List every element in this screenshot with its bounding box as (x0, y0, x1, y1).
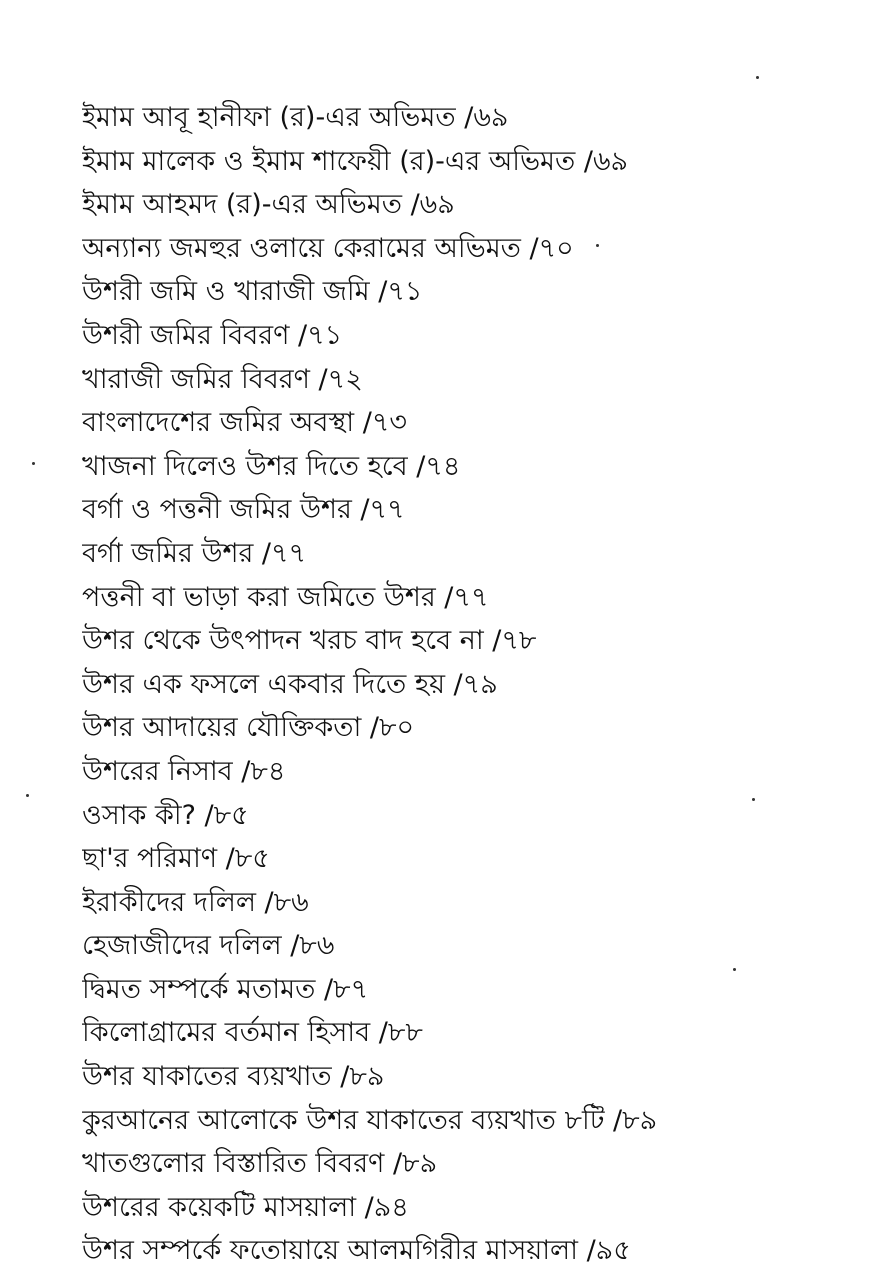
toc-entry: অন্যান্য জমহুর ওলায়ে কেরামের অভিমত /৭০ (82, 232, 574, 264)
toc-entry: কিলোগ্রামের বর্তমান হিসাব /৮৮ (82, 1017, 423, 1049)
toc-entry: ইরাকীদের দলিল /৮৬ (82, 886, 309, 918)
toc-entry: ওসাক কী? /৮৫ (82, 799, 249, 831)
toc-entry: বর্গা জমির উশর /৭৭ (82, 537, 307, 569)
toc-entry: উশর আদায়ের যৌক্তিকতা /৮০ (82, 712, 415, 744)
toc-entry: দ্বিমত সম্পর্কে মতামত /৮৭ (82, 973, 369, 1005)
table-of-contents (82, 96, 852, 1273)
toc-entry: হেজাজীদের দলিল /৮৬ (82, 930, 335, 962)
toc-entry: বর্গা ও পত্তনী জমির উশর /৭৭ (82, 494, 405, 526)
toc-entry: খাজনা দিলেও উশর দিতে হবে /৭৪ (82, 450, 461, 482)
toc-entry: ছা'র পরিমাণ /৮৫ (82, 843, 270, 875)
toc-entry: উশরী জমির বিবরণ /৭১ (82, 319, 343, 351)
toc-entry: উশর থেকে উৎপাদন খরচ বাদ হবে না /৭৮ (82, 625, 537, 657)
toc-entry: ইমাম আহমদ (র)-এর অভিমত /৬৯ (82, 189, 455, 221)
toc-entry: খারাজী জমির বিবরণ /৭২ (82, 363, 363, 395)
toc-entry: খাতগুলোর বিস্তারিত বিবরণ /৮৯ (82, 1148, 438, 1180)
toc-entry: ইমাম মালেক ও ইমাম শাফেয়ী (র)-এর অভিমত /৬৯ (82, 145, 629, 177)
scan-speck (756, 76, 759, 79)
toc-entry: উশরের নিসাব /৮৪ (82, 755, 286, 787)
toc-entry: পত্তনী বা ভাড়া করা জমিতে উশর /৭৭ (82, 581, 489, 613)
scan-speck (733, 968, 736, 971)
toc-entry: উশর যাকাতের ব্যয়খাত /৮৯ (82, 1061, 385, 1093)
scan-speck (26, 794, 29, 797)
toc-entry: বাংলাদেশের জমির অবস্থা /৭৩ (82, 407, 407, 439)
toc-entry: কুরআনের আলোকে উশর যাকাতের ব্যয়খাত ৮টি /৮৯ (82, 1104, 658, 1136)
scan-speck (752, 798, 755, 801)
toc-entry: উশরী জমি ও খারাজী জমি /৭১ (82, 276, 423, 308)
toc-entry: উশরের কয়েকটি মাসয়ালা /৯৪ (82, 1191, 409, 1223)
toc-entry: উশর এক ফসলে একবার দিতে হয় /৭৯ (82, 668, 498, 700)
scan-speck (32, 462, 35, 465)
scan-speck (596, 244, 599, 247)
toc-entry: ইমাম আবূ হানীফা (র)-এর অভিমত /৬৯ (82, 102, 509, 133)
toc-entry: উশর সম্পর্কে ফতোয়ায়ে আলমগিরীর মাসয়ালা /৯৫ (82, 1235, 631, 1267)
